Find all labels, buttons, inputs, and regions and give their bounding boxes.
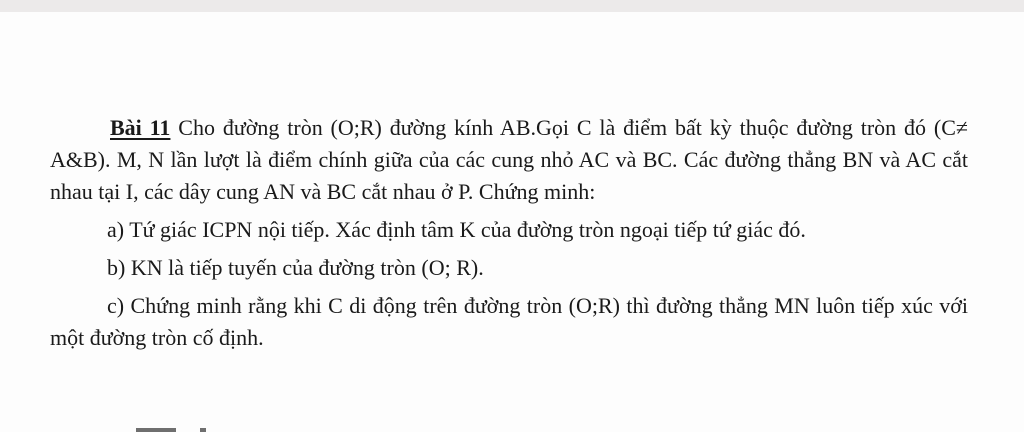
part-a [50,214,968,246]
part-c [50,290,968,354]
problem-text [50,112,968,360]
problem-intro: Cho đường tròn (O;R) đường kính AB.Gọi C là điểm bất kỳ thuộc đường tròn đó (C≠ A&B). M, N lần lượt là điểm chính giữa của các cung nhỏ AC và BC. Các đường thẳng BN và AC cắt nhau tại I, các dây cung AN và BC cắt nhau ở P. Chứng minh: [50,115,968,204]
problem-title: Bài 11 [110,115,171,140]
cropped-text-fragment [200,428,206,432]
cropped-text-fragment [136,428,176,432]
part-b-text: b) KN là tiếp tuyến của đường tròn (O; R). [107,255,484,280]
part-a-text: a) Tứ giác ICPN nội tiếp. Xác định tâm K của đường tròn ngoại tiếp tứ giác đó. [107,217,806,242]
problem-statement [50,112,968,208]
part-c-text: c) Chứng minh rằng khi C di động trên đường tròn (O;R) thì đường thẳng MN luôn tiếp xúc với một đường tròn cố định. [50,293,968,350]
part-b [50,252,968,284]
